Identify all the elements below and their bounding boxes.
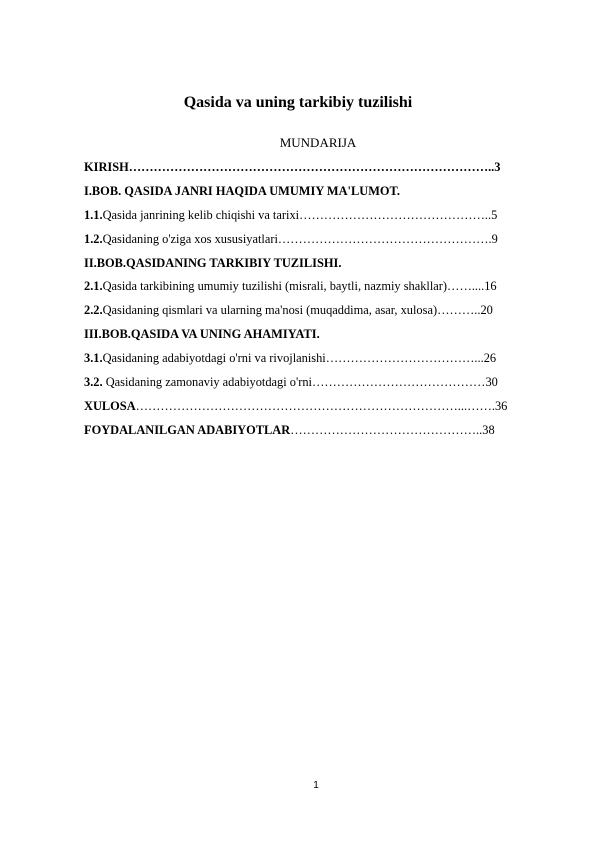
- toc-chapter-title: II.BOB.QASIDANING TARKIBIY TUZILISHI.: [84, 255, 342, 270]
- toc-entry-leader: ………………………………………..38: [290, 422, 495, 437]
- page-number: 1: [313, 780, 319, 791]
- document-title: Qasida va uning tarkibiy tuzilishi: [183, 94, 413, 111]
- toc-entry-kirish: [84, 156, 560, 180]
- toc-heading: MUNDARIJA: [279, 135, 357, 150]
- table-of-contents: [84, 156, 560, 443]
- toc-section-text: Qasidaning o'ziga xos xususiyatlari…………………………………………….9: [102, 231, 498, 246]
- toc-section-number: 2.1.: [84, 279, 103, 294]
- toc-section-text: Qasidaning adabiyotdagi o'rni va rivojlanishi………………………………...26: [102, 351, 497, 366]
- toc-section-3-1: [84, 347, 560, 371]
- toc-section-text: Qasidaning qismlari va ularning ma'nosi (muqaddima, asar, xulosa)………..20: [102, 303, 493, 318]
- toc-chapter-title: III.BOB.QASIDA VA UNING AHAMIYATI.: [84, 327, 320, 342]
- toc-section-2-2: [84, 299, 560, 323]
- toc-section-number: 2.2.: [84, 303, 103, 318]
- toc-section-text: Qasida tarkibining umumiy tuzilishi (misrali, baytli, nazmiy shakllar)……....16: [102, 279, 497, 294]
- toc-entry-text: KIRISH……………………………………………………………………………..3: [84, 160, 501, 174]
- toc-section-number: 1.2.: [84, 231, 103, 246]
- toc-chapter-title: I.BOB. QASIDA JANRI HAQIDA UMUMIY MA'LUMOT.: [84, 183, 400, 198]
- toc-chapter-1: [84, 180, 560, 204]
- toc-section-1-2: [84, 228, 560, 252]
- toc-chapter-2: [84, 252, 560, 276]
- toc-section-number: 3.2.: [84, 375, 103, 390]
- toc-entry-adabiyotlar: [84, 419, 560, 443]
- toc-entry-label: FOYDALANILGAN ADABIYOTLAR: [84, 422, 291, 437]
- toc-section-2-1: [84, 275, 560, 299]
- toc-section-text: Qasida janrining kelib chiqishi va tarixi………………………………………..5: [102, 207, 498, 222]
- toc-section-number: 3.1.: [84, 351, 103, 366]
- toc-section-number: 1.1.: [84, 207, 103, 222]
- toc-section-1-1: [84, 204, 560, 228]
- toc-chapter-3: [84, 323, 560, 347]
- toc-entry-leader: ……………………………………………………………………...…….36: [135, 398, 508, 413]
- toc-section-3-2: [84, 371, 560, 395]
- toc-entry-xulosa: [84, 395, 560, 419]
- toc-entry-label: XULOSA: [84, 398, 136, 413]
- toc-section-text: Qasidaning zamonaviy adabiyotdagi o'rni……………………………………30: [102, 375, 498, 390]
